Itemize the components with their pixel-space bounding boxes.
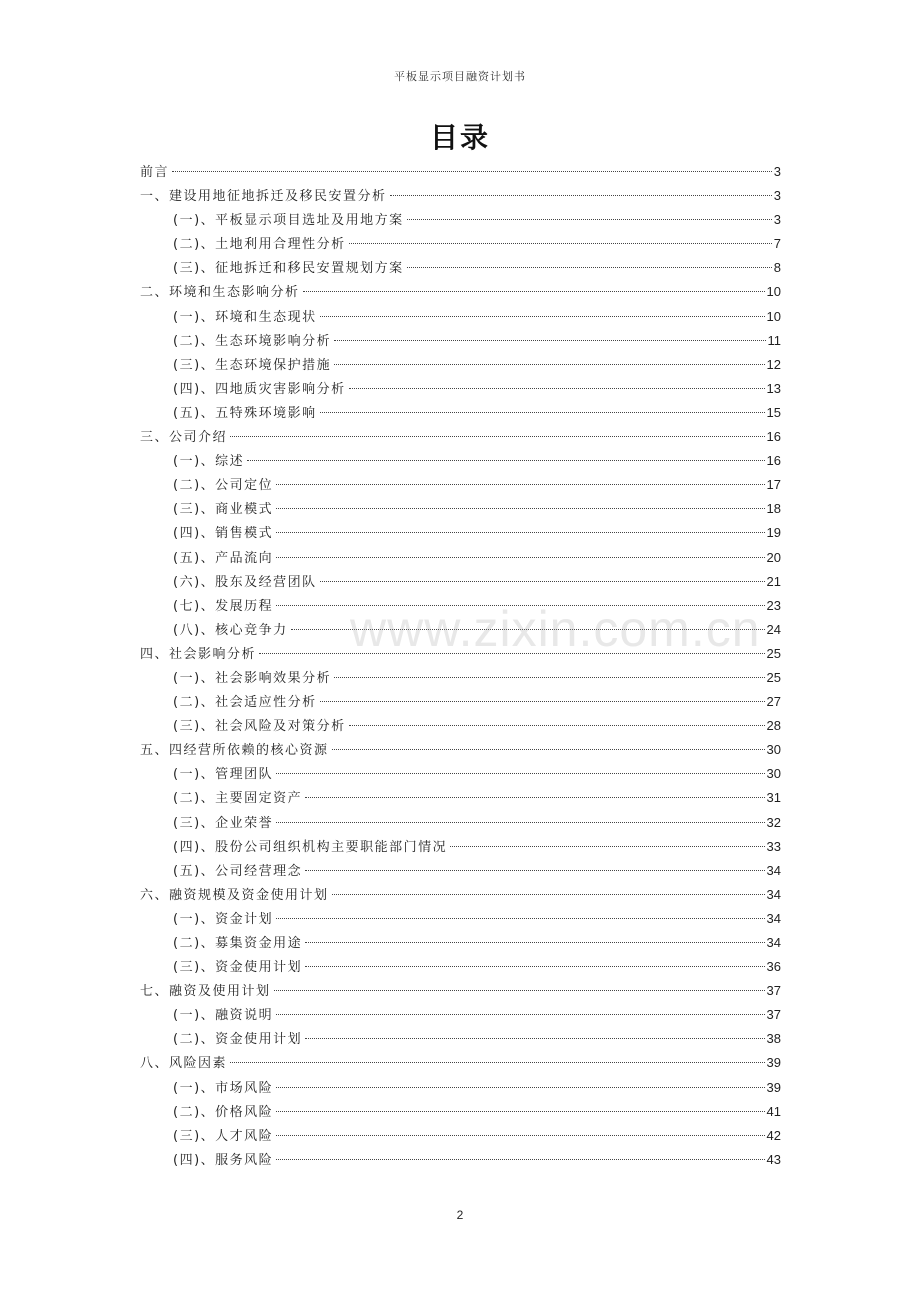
toc-section-entry[interactable] [140,859,781,883]
toc-section-entry[interactable] [140,762,781,786]
toc-section-entry[interactable] [140,907,781,931]
toc-dot-leader [305,870,764,871]
toc-entry-page: 24 [766,621,781,637]
toc-section-entry[interactable] [140,208,781,232]
toc-entry-label: (一)、资金计划 [173,911,274,927]
toc-entry-label: 一、建设用地征地拆迁及移民安置分析 [140,189,387,205]
toc-entry-page: 23 [766,597,781,613]
toc-entry-label: (一)、市场风险 [173,1080,274,1096]
toc-dot-leader [276,1159,764,1160]
toc-entry-label: (二)、资金使用计划 [173,1032,303,1048]
toc-entry-page: 11 [767,332,781,348]
toc-entry-label: 八、风险因素 [140,1056,228,1072]
toc-dot-leader [276,1135,764,1136]
toc-entry-label: (五)、公司经营理念 [173,863,303,879]
toc-dot-leader [305,1038,764,1039]
toc-entry-page: 20 [766,549,781,565]
toc-dot-leader [334,340,765,341]
toc-entry-page: 13 [766,380,781,396]
toc-dot-leader [320,316,765,317]
toc-dot-leader [305,966,764,967]
toc-dot-leader [291,629,765,630]
toc-dot-leader [276,532,764,533]
toc-entry-label: (二)、土地利用合理性分析 [173,237,346,253]
toc-section-entry[interactable] [140,546,781,570]
toc-section-entry[interactable] [140,401,781,425]
toc-entry-page: 10 [766,284,781,300]
toc-section-entry[interactable] [140,666,781,690]
toc-section-entry[interactable] [140,1076,781,1100]
toc-section-entry[interactable] [140,931,781,955]
toc-section-entry[interactable] [140,256,781,280]
toc-entry-page: 33 [766,838,781,854]
toc-dot-leader [276,1111,764,1112]
toc-entry-label: (四)、服务风险 [173,1152,274,1168]
toc-dot-leader [276,822,764,823]
toc-section-entry[interactable] [140,835,781,859]
toc-entry-page: 8 [773,260,781,276]
toc-entry-label: (三)、征地拆迁和移民安置规划方案 [173,261,404,277]
toc-entry-label: (一)、社会影响效果分析 [173,670,332,686]
toc-entry-page: 3 [773,188,781,204]
toc-section-entry[interactable] [140,1003,781,1027]
toc-entry-page: 3 [773,212,781,228]
toc-entry-label: (三)、商业模式 [173,502,274,518]
toc-entry-label: (二)、社会适应性分析 [173,695,317,711]
page-number: 2 [456,1208,464,1222]
toc-dot-leader [247,460,764,461]
toc-chapter-entry[interactable] [140,1051,781,1075]
toc-dot-leader [276,1014,764,1015]
toc-entry-label: (七)、发展历程 [173,598,274,614]
toc-entry-label: 三、公司介绍 [140,430,228,446]
toc-dot-leader [320,412,765,413]
toc-entry-label: (一)、融资说明 [173,1008,274,1024]
toc-dot-leader [274,990,765,991]
toc-entry-page: 41 [766,1103,781,1119]
toc-entry-page: 31 [766,790,781,806]
toc-chapter-entry[interactable] [140,883,781,907]
toc-entry-label: (三)、社会风险及对策分析 [173,719,346,735]
toc-section-entry[interactable] [140,449,781,473]
toc-dot-leader [303,291,765,292]
toc-dot-leader [349,725,765,726]
toc-section-entry[interactable] [140,1100,781,1124]
toc-section-entry[interactable] [140,305,781,329]
toc-entry-label: 五、四经营所依赖的核心资源 [140,743,329,759]
toc-section-entry[interactable] [140,521,781,545]
toc-chapter-entry[interactable] [140,738,781,762]
toc-entry-page: 16 [766,453,781,469]
toc-dot-leader [334,677,764,678]
toc-chapter-entry[interactable] [140,280,781,304]
toc-chapter-entry[interactable] [140,642,781,666]
toc-entry-label: (四)、销售模式 [173,526,274,542]
toc-entry-label: (六)、股东及经营团队 [173,574,317,590]
toc-entry-label: (三)、人才风险 [173,1128,274,1144]
toc-dot-leader [349,243,772,244]
toc-entry-page: 34 [766,862,781,878]
table-of-contents [140,160,781,1172]
toc-entry-label: (三)、企业荣誉 [173,815,274,831]
toc-dot-leader [276,773,764,774]
toc-dot-leader [276,557,764,558]
toc-entry-page: 10 [766,308,781,324]
toc-dot-leader [276,918,764,919]
toc-dot-leader [276,605,764,606]
toc-entry-page: 36 [766,959,781,975]
toc-section-entry[interactable] [140,377,781,401]
toc-entry-label: (一)、环境和生态现状 [173,309,317,325]
toc-dot-leader [332,749,765,750]
toc-section-entry[interactable] [140,570,781,594]
toc-entry-page: 18 [766,501,781,517]
toc-entry-label: (四)、四地质灾害影响分析 [173,381,346,397]
toc-dot-leader [320,701,765,702]
toc-section-entry[interactable] [140,353,781,377]
running-header: 平板显示项目融资计划书 [394,70,526,83]
toc-section-entry[interactable] [140,1124,781,1148]
toc-entry-page: 25 [766,645,781,661]
toc-dot-leader [349,388,765,389]
toc-dot-leader [230,1062,765,1063]
watermark: www.zixin.com.cn [350,601,761,657]
toc-entry-page: 16 [766,429,781,445]
toc-entry-page: 12 [766,356,781,372]
toc-entry-page: 42 [766,1127,781,1143]
toc-entry-label: (一)、管理团队 [173,767,274,783]
toc-entry-page: 34 [766,910,781,926]
toc-entry-page: 28 [766,718,781,734]
toc-entry-label: 六、融资规模及资金使用计划 [140,887,329,903]
toc-entry-label: 七、融资及使用计划 [140,984,271,1000]
toc-chapter-entry[interactable] [140,425,781,449]
toc-entry-label: (二)、主要固定资产 [173,791,303,807]
toc-entry-page: 19 [766,525,781,541]
toc-entry-page: 30 [766,742,781,758]
toc-dot-leader [320,581,765,582]
toc-entry-label: 四、社会影响分析 [140,646,257,662]
toc-entry-page: 39 [766,1055,781,1071]
toc-dot-leader [230,436,765,437]
toc-entry-label: (一)、平板显示项目选址及用地方案 [173,213,404,229]
toc-entry-label: (五)、产品流向 [173,550,274,566]
toc-entry-page: 39 [766,1079,781,1095]
toc-title: 目录 [429,121,490,154]
toc-dot-leader [305,942,764,943]
toc-section-entry[interactable] [140,232,781,256]
toc-entry-page: 43 [766,1151,781,1167]
toc-dot-leader [407,267,772,268]
toc-entry-page: 37 [766,983,781,999]
toc-section-entry[interactable] [140,811,781,835]
toc-section-entry[interactable] [140,955,781,979]
toc-section-entry[interactable] [140,714,781,738]
toc-entry-label: (五)、五特殊环境影响 [173,405,317,421]
toc-section-entry[interactable] [140,497,781,521]
toc-section-entry[interactable] [140,1148,781,1172]
toc-entry-page: 15 [766,404,781,420]
toc-entry-label: (二)、公司定位 [173,478,274,494]
toc-entry-label: (三)、资金使用计划 [173,960,303,976]
toc-entry-page: 30 [766,766,781,782]
toc-dot-leader [332,894,765,895]
toc-entry-page: 32 [766,814,781,830]
toc-entry-label: (四)、股份公司组织机构主要职能部门情况 [173,839,448,855]
toc-entry-label: (二)、募集资金用途 [173,936,303,951]
toc-entry-page: 27 [766,694,781,710]
toc-dot-leader [390,195,772,196]
toc-dot-leader [407,219,772,220]
toc-entry-label: (一)、综述 [173,454,245,470]
toc-dot-leader [334,364,764,365]
toc-entry-label: (三)、生态环境保护措施 [173,357,332,373]
toc-chapter-entry[interactable] [140,184,781,208]
toc-entry-label: (八)、核心竞争力 [173,622,288,638]
toc-entry-label: (二)、生态环境影响分析 [173,333,332,349]
toc-dot-leader [276,508,764,509]
toc-dot-leader [450,846,764,847]
toc-entry-page: 37 [766,1007,781,1023]
toc-entry-page: 17 [766,477,781,493]
toc-entry-page: 38 [766,1031,781,1047]
toc-dot-leader [276,1087,764,1088]
toc-entry-page: 21 [766,573,781,589]
toc-dot-leader [172,171,772,172]
toc-section-entry[interactable] [140,473,781,497]
toc-chapter-entry[interactable] [140,160,781,184]
toc-entry-label: (二)、价格风险 [173,1104,274,1120]
toc-dot-leader [305,797,764,798]
toc-entry-page: 25 [766,669,781,685]
toc-section-entry[interactable] [140,786,781,810]
toc-entry-label: 二、环境和生态影响分析 [140,285,300,301]
toc-chapter-entry[interactable] [140,979,781,1003]
toc-section-entry[interactable] [140,618,781,642]
toc-dot-leader [276,484,764,485]
toc-entry-page: 7 [773,236,781,252]
toc-entry-page: 34 [766,886,781,902]
toc-entry-label: 前言 [140,165,170,180]
toc-entry-page: 34 [766,935,781,950]
toc-section-entry[interactable] [140,1027,781,1051]
toc-entry-page: 3 [773,164,781,179]
toc-section-entry[interactable] [140,329,781,353]
toc-section-entry[interactable] [140,594,781,618]
toc-dot-leader [259,653,765,654]
toc-section-entry[interactable] [140,690,781,714]
